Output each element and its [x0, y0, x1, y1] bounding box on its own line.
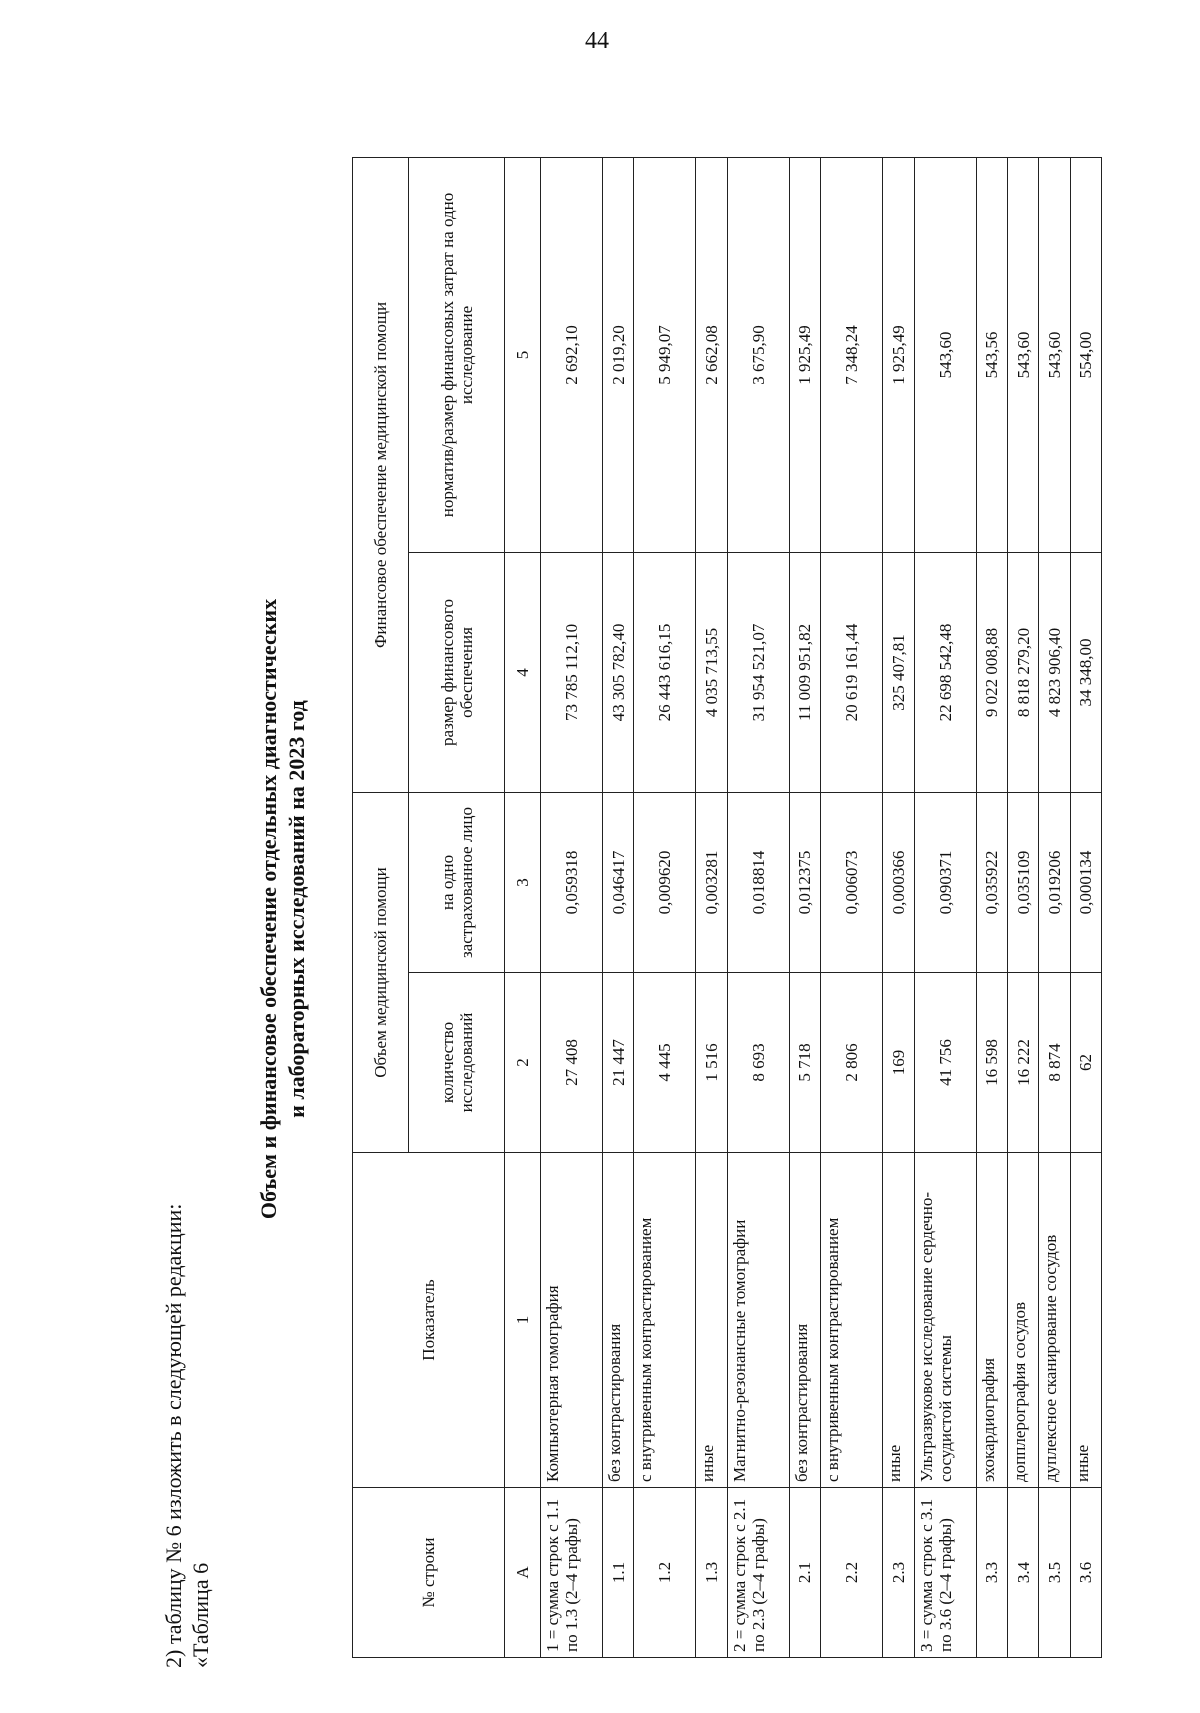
table-row — [634, 157, 696, 1657]
row-indicator: иные — [883, 1153, 914, 1488]
index-cell: 2 — [505, 973, 541, 1153]
row-number: 2.1 — [789, 1488, 820, 1658]
page-number: 44 — [585, 28, 609, 54]
row-indicator: допплерография сосудов — [1007, 1153, 1038, 1488]
row-per-person: 0,012375 — [789, 792, 820, 972]
row-count: 41 756 — [914, 973, 976, 1153]
table-label: «Таблица 6 — [188, 1562, 213, 1668]
row-per-person: 0,006073 — [821, 792, 883, 972]
row-amount: 34 348,00 — [1070, 552, 1101, 792]
index-cell: 3 — [505, 792, 541, 972]
row-number: 3.5 — [1039, 1488, 1070, 1658]
header-finance-group: Финансовое обеспечение медицинской помощи — [353, 157, 409, 792]
row-per-person: 0,003281 — [696, 792, 727, 972]
row-indicator: эхокардиография — [976, 1153, 1007, 1488]
row-count: 4 445 — [634, 973, 696, 1153]
row-count: 16 222 — [1007, 973, 1038, 1153]
index-cell: 1 — [505, 1153, 541, 1488]
row-number: 1.3 — [696, 1488, 727, 1658]
header-indicator: Показатель — [353, 1153, 505, 1488]
table-row — [696, 157, 727, 1657]
row-norm: 2 692,10 — [541, 157, 603, 552]
row-amount: 26 443 616,15 — [634, 552, 696, 792]
row-per-person: 0,035109 — [1007, 792, 1038, 972]
row-indicator: Компьютерная томография — [541, 1153, 603, 1488]
row-amount: 4 035 713,55 — [696, 552, 727, 792]
row-amount: 325 407,81 — [883, 552, 914, 792]
row-number: 3.6 — [1070, 1488, 1101, 1658]
row-per-person: 0,000366 — [883, 792, 914, 972]
row-count: 1 516 — [696, 973, 727, 1153]
row-count: 8 693 — [727, 973, 789, 1153]
row-count: 62 — [1070, 973, 1101, 1153]
row-indicator: без контрастирования — [789, 1153, 820, 1488]
row-per-person: 0,018814 — [727, 792, 789, 972]
index-cell: А — [505, 1488, 541, 1658]
header-norm: норматив/размер финансовых затрат на одно исследование — [409, 157, 505, 552]
row-count: 16 598 — [976, 973, 1007, 1153]
row-norm: 2 662,08 — [696, 157, 727, 552]
row-count: 2 806 — [821, 973, 883, 1153]
table-row — [789, 157, 820, 1657]
row-per-person: 0,000134 — [1070, 792, 1101, 972]
index-cell: 4 — [505, 552, 541, 792]
row-norm: 5 949,07 — [634, 157, 696, 552]
row-norm: 2 019,20 — [603, 157, 634, 552]
row-number: 3 = сумма строк с 3.1 по 3.6 (2–4 графы) — [914, 1488, 976, 1658]
row-amount: 9 022 008,88 — [976, 552, 1007, 792]
row-norm: 543,60 — [914, 157, 976, 552]
row-indicator: дуплексное сканирование сосудов — [1039, 1153, 1070, 1488]
table-row — [883, 157, 914, 1657]
table-row — [914, 157, 976, 1657]
row-count: 169 — [883, 973, 914, 1153]
title-line-1: Объем и финансовое обеспечение отдельных диагностических — [256, 598, 281, 1220]
table-row — [1070, 157, 1101, 1657]
row-per-person: 0,090371 — [914, 792, 976, 972]
row-amount: 11 009 951,82 — [789, 552, 820, 792]
row-count: 8 874 — [1039, 973, 1070, 1153]
row-count: 27 408 — [541, 973, 603, 1153]
index-row — [505, 157, 541, 1657]
row-number: 1 = сумма строк с 1.1 по 1.3 (2–4 графы) — [541, 1488, 603, 1658]
row-amount: 31 954 521,07 — [727, 552, 789, 792]
row-norm: 543,60 — [1007, 157, 1038, 552]
row-per-person: 0,046417 — [603, 792, 634, 972]
table-row — [603, 157, 634, 1657]
table-row — [1039, 157, 1070, 1657]
document-title — [255, 125, 311, 1693]
row-amount: 22 698 542,48 — [914, 552, 976, 792]
row-amount: 73 785 112,10 — [541, 552, 603, 792]
row-number: 3.3 — [976, 1488, 1007, 1658]
row-number: 2.2 — [821, 1488, 883, 1658]
row-norm: 554,00 — [1070, 157, 1101, 552]
row-norm: 7 348,24 — [821, 157, 883, 552]
row-indicator: с внутривенным контрастированием — [821, 1153, 883, 1488]
row-norm: 3 675,90 — [727, 157, 789, 552]
title-line-2: и лабораторных исследований на 2023 год — [284, 700, 309, 1118]
header-count: количество исследований — [409, 973, 505, 1153]
row-amount: 43 305 782,40 — [603, 552, 634, 792]
data-table — [352, 157, 1102, 1658]
row-per-person: 0,035922 — [976, 792, 1007, 972]
intro-text: 2) таблицу № 6 изложить в следующей редакции: — [161, 1203, 186, 1668]
table-row — [821, 157, 883, 1657]
table-row — [976, 157, 1007, 1657]
row-number: 1.2 — [634, 1488, 696, 1658]
row-number: 2 = сумма строк с 2.1 по 2.3 (2–4 графы) — [727, 1488, 789, 1658]
row-per-person: 0,019206 — [1039, 792, 1070, 972]
table-row — [727, 157, 789, 1657]
header-amount: размер финансового обеспечения — [409, 552, 505, 792]
row-count: 21 447 — [603, 973, 634, 1153]
row-amount: 4 823 906,40 — [1039, 552, 1070, 792]
table-row — [1007, 157, 1038, 1657]
row-indicator: без контрастирования — [603, 1153, 634, 1488]
row-indicator: иные — [696, 1153, 727, 1488]
row-per-person: 0,059318 — [541, 792, 603, 972]
row-amount: 20 619 161,44 — [821, 552, 883, 792]
header-per-person: на одно застрахованное лицо — [409, 792, 505, 972]
row-indicator: иные — [1070, 1153, 1101, 1488]
row-norm: 1 925,49 — [883, 157, 914, 552]
row-indicator: с внутривенным контрастированием — [634, 1153, 696, 1488]
row-indicator: Ультразвуковое исследование сердечно-сосудистой системы — [914, 1153, 976, 1488]
row-indicator: Магнитно-резонансные томографии — [727, 1153, 789, 1488]
row-number: 1.1 — [603, 1488, 634, 1658]
table-row — [541, 157, 603, 1657]
row-count: 5 718 — [789, 973, 820, 1153]
rotated-page-content — [160, 125, 1120, 1693]
header-volume-group: Объем медицинской помощи — [353, 792, 409, 1152]
row-per-person: 0,009620 — [634, 792, 696, 972]
header-row-no: № строки — [353, 1488, 505, 1658]
row-number: 2.3 — [883, 1488, 914, 1658]
row-amount: 8 818 279,20 — [1007, 552, 1038, 792]
index-cell: 5 — [505, 157, 541, 552]
row-norm: 543,60 — [1039, 157, 1070, 552]
row-norm: 543,56 — [976, 157, 1007, 552]
row-number: 3.4 — [1007, 1488, 1038, 1658]
row-norm: 1 925,49 — [789, 157, 820, 552]
